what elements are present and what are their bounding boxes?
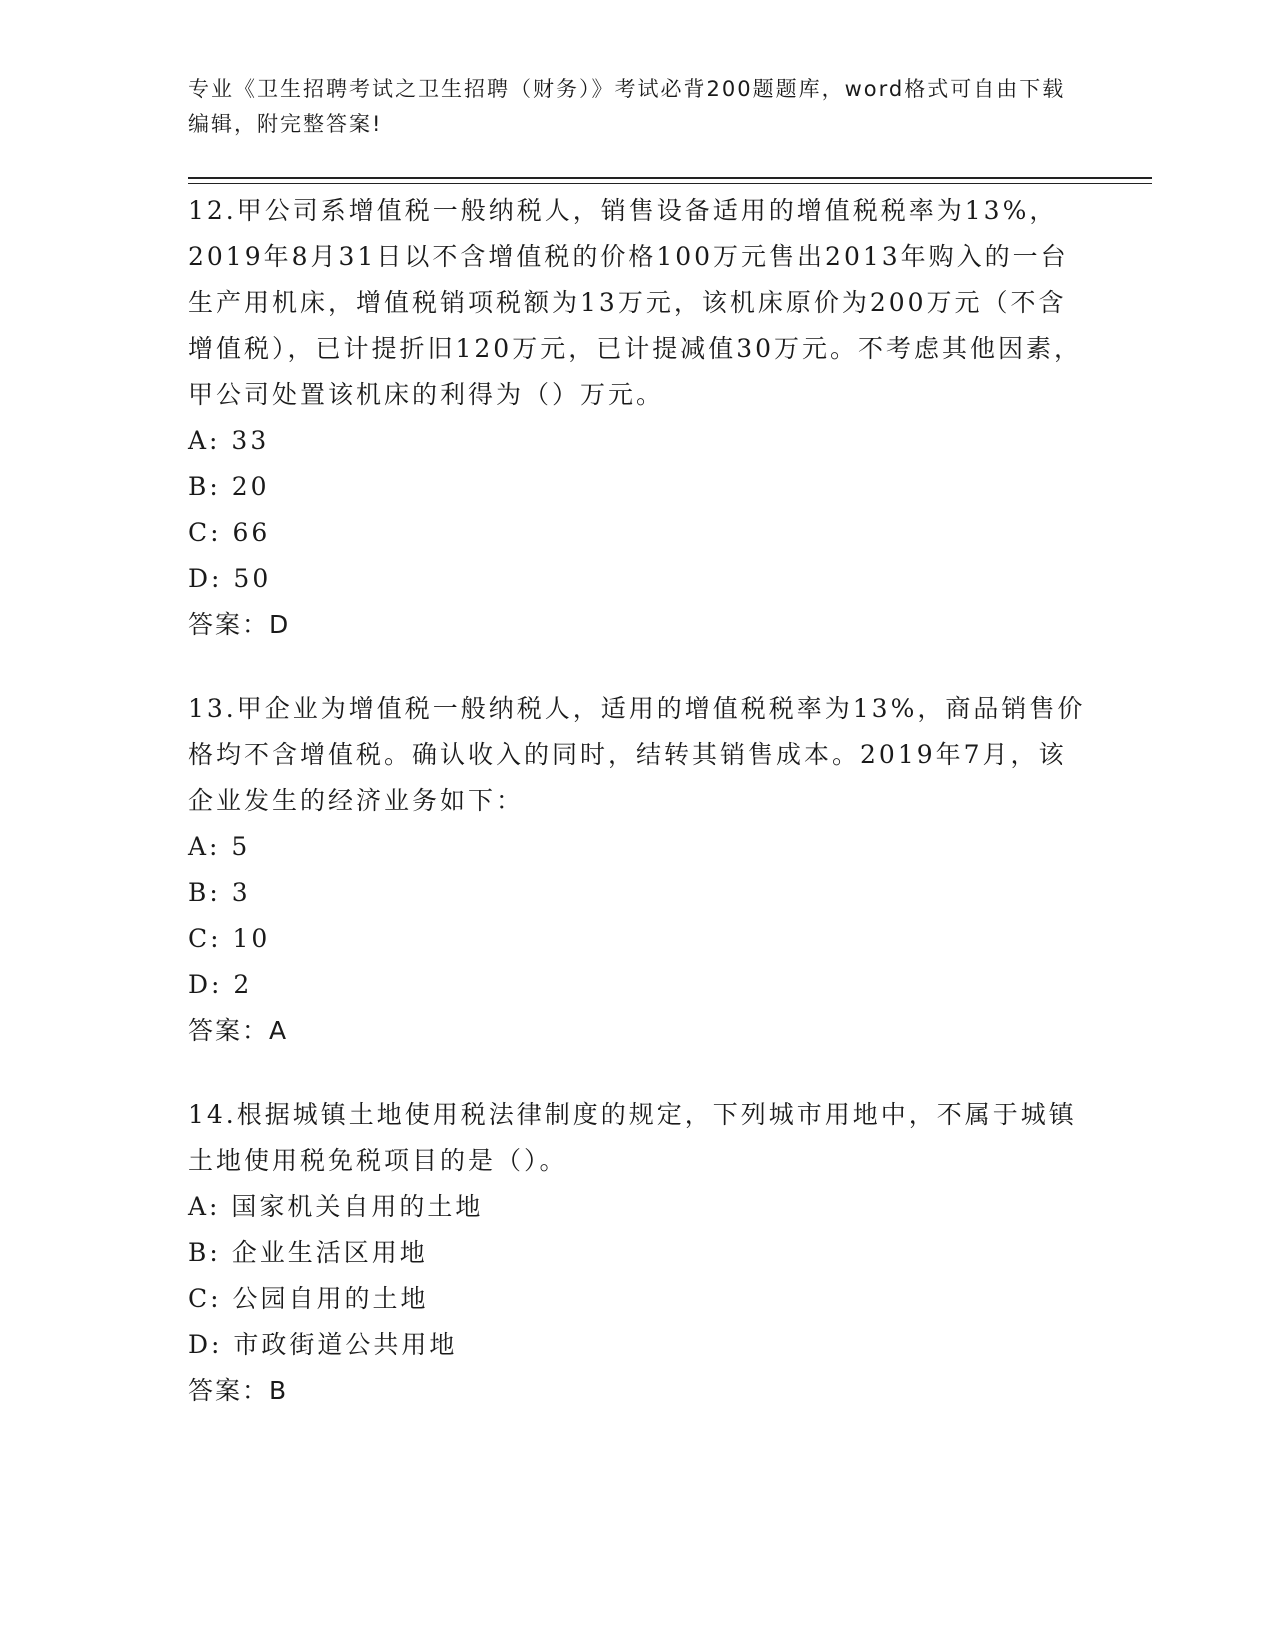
option-a: A: 国家机关自用的土地 [188, 1192, 484, 1221]
option-d: D: 市政街道公共用地 [188, 1330, 458, 1359]
option-b: B: 3 [188, 878, 251, 907]
answer-line: 答案：B [188, 1376, 289, 1405]
document-header: 专业《卫生招聘考试之卫生招聘（财务）》考试必背200题题库，word格式可自由下载编辑，附完整答案! [188, 77, 1066, 136]
option-c: C: 66 [188, 518, 271, 547]
question-stem: 14.根据城镇土地使用税法律制度的规定，下列城市用地中，不属于城镇土地使用税免税项目的是（）。 [188, 1100, 1077, 1175]
option-c: C: 公园自用的土地 [188, 1284, 429, 1313]
header-divider-thick [188, 177, 1152, 179]
header-divider-thin [188, 183, 1152, 184]
question-stem: 13.甲企业为增值税一般纳税人，适用的增值税税率为13%，商品销售价格均不含增值税。确认收入的同时，结转其销售成本。2019年7月，该企业发生的经济业务如下： [188, 694, 1086, 815]
option-c: C: 10 [188, 924, 271, 953]
answer-line: 答案：A [188, 1016, 289, 1045]
question-14 [188, 1092, 1088, 1414]
question-list [188, 188, 1088, 1452]
question-13 [188, 686, 1088, 1054]
option-b: B: 20 [188, 472, 270, 501]
option-b: B: 企业生活区用地 [188, 1238, 428, 1267]
option-a: A: 5 [188, 832, 251, 861]
option-a: A: 33 [188, 426, 270, 455]
answer-line: 答案：D [188, 610, 291, 639]
option-d: D: 50 [188, 564, 272, 593]
question-stem: 12.甲公司系增值税一般纳税人，销售设备适用的增值税税率为13%，2019年8月31日以不含增值税的价格100万元售出2013年购入的一台生产用机床，增值税销项税额为13万元，该机床原价为200万元（不含增值税），已计提折旧120万元，已计提减值30万元。不考虑其他因素，甲公司处置该机床的利得为（）万元。 [188, 196, 1083, 409]
question-12 [188, 188, 1088, 648]
option-d: D: 2 [188, 970, 253, 999]
